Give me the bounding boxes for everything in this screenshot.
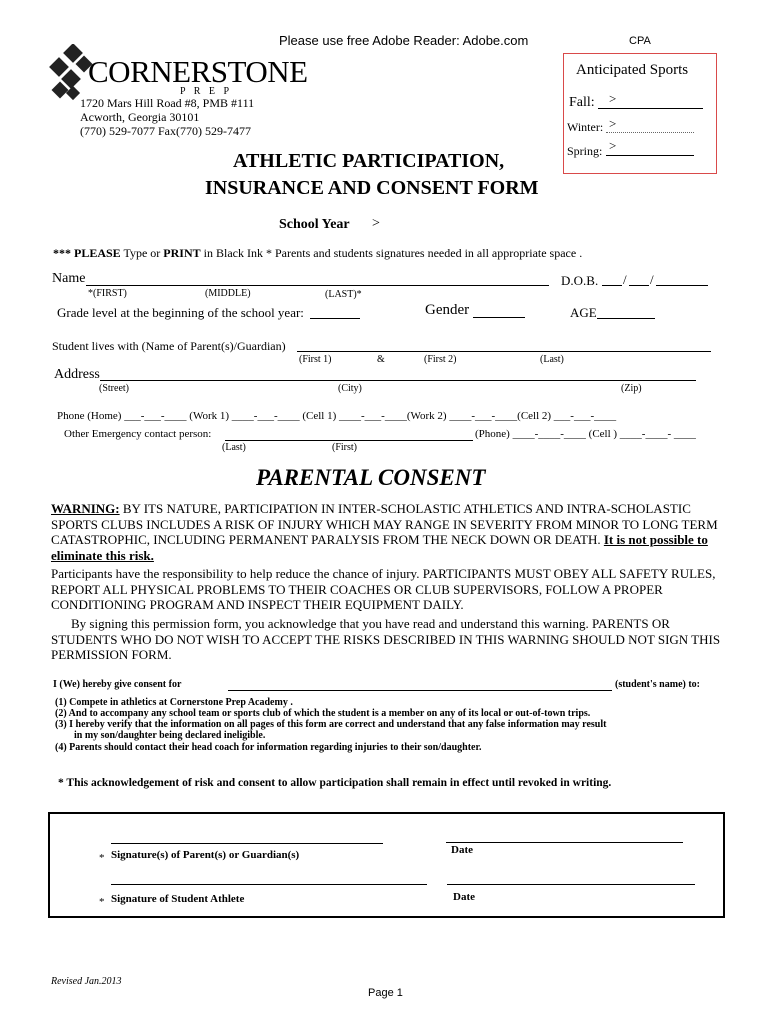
logo-sub: P R E P — [180, 86, 233, 97]
first-name-caption: *(FIRST) — [88, 288, 127, 299]
form-title-line-1: ATHLETIC PARTICIPATION, — [233, 150, 505, 172]
spring-label: Spring: — [567, 144, 603, 158]
student-signature-label: Signature of Student Athlete — [111, 893, 245, 905]
consent-item-4: (4) Parents should contact their head coach for information regarding injuries to their son/daughter. — [55, 742, 482, 753]
form-code: CPA — [629, 35, 651, 47]
dob-label: D.O.B. — [561, 273, 599, 288]
address-field[interactable] — [100, 380, 696, 381]
city-caption: (City) — [338, 383, 362, 394]
dob-year-field[interactable] — [656, 285, 708, 286]
spring-field[interactable]: > — [609, 138, 617, 153]
consent-item-3: (3) I hereby verify that the information on all pages of this form are correct and understand that any false information may result — [55, 719, 607, 730]
dob-day-field[interactable] — [629, 285, 649, 286]
form-title-line-2: INSURANCE AND CONSENT FORM — [205, 177, 539, 199]
parent-signature-label: Signature(s) of Parent(s) or Guardian(s) — [111, 849, 300, 861]
student-date-label: Date — [453, 891, 475, 903]
address-label: Address — [54, 367, 100, 382]
emergency-name-field[interactable] — [225, 440, 473, 441]
consent-item-1: (1) Compete in athletics at Cornerstone Prep Academy . — [55, 697, 293, 708]
parental-consent-title: PARENTAL CONSENT — [256, 465, 486, 490]
consent-for-label: I (We) hereby give consent for — [53, 679, 182, 690]
acknowledgement: * This acknowledgement of risk and consent to allow participation shall remain in effect until revoked in writing. — [58, 777, 612, 789]
consent-item-2: (2) And to accompany any school team or sports club of which the student is a member on any of its local or out-of-town trips. — [55, 708, 591, 719]
responsibility-paragraph: Participants have the responsibility to help reduce the chance of injury. PARTICIPANTS MUST OBEY ALL SAFETY RULES, REPORT ALL PHYSICAL PROBLEMS TO THEIR COACHES OR CLUB SUPERVISORS, FOLLOW A PROPER CONDITIONING PROGRAM AND INSPECT THEIR EQUIPMENT DAILY. — [51, 566, 716, 612]
emergency-phone-fields[interactable]: (Phone) ____-____-____ (Cell ) ____-____- ____ — [475, 428, 696, 440]
fall-field[interactable]: > — [609, 91, 617, 106]
gender-field[interactable] — [473, 317, 525, 318]
school-year-label: School Year — [279, 217, 350, 232]
parent-signature-field[interactable] — [111, 843, 383, 844]
logo-name: CORNERSTONE — [88, 54, 308, 89]
zip-caption: (Zip) — [621, 383, 642, 394]
school-year-field[interactable]: > — [372, 216, 380, 231]
age-label: AGE — [570, 305, 597, 320]
anticipated-sports-title: Anticipated Sports — [576, 62, 689, 78]
revised-date: Revised Jan.2013 — [51, 976, 122, 987]
dob-month-field[interactable] — [602, 285, 622, 286]
students-name-caption: (student's name) to: — [615, 679, 700, 690]
grade-field[interactable] — [310, 318, 360, 319]
fall-field-line — [598, 108, 703, 109]
winter-field[interactable]: > — [609, 116, 617, 131]
student-signature-field[interactable] — [111, 884, 427, 885]
address-line-1: 1720 Mars Hill Road #8, PMB #111 — [80, 96, 255, 110]
spring-field-line — [606, 155, 694, 156]
name-label: Name — [52, 271, 86, 286]
em-last-caption: (Last) — [222, 442, 246, 453]
address-line-3: (770) 529-7077 Fax(770) 529-7477 — [80, 124, 251, 138]
address-line-2: Acworth, Georgia 30101 — [80, 110, 200, 124]
student-name-field[interactable] — [228, 690, 612, 691]
name-field[interactable] — [86, 285, 549, 286]
winter-label: Winter: — [567, 120, 604, 134]
grade-label: Grade level at the beginning of the school year: — [57, 305, 304, 320]
emergency-label: Other Emergency contact person: — [64, 428, 212, 440]
age-field[interactable] — [597, 318, 655, 319]
winter-field-line — [606, 132, 694, 133]
student-date-field[interactable] — [447, 884, 695, 885]
amp-caption: & — [377, 354, 385, 365]
last2-caption: (Last) — [540, 354, 564, 365]
permission-paragraph: By signing this permission form, you acknowledge that you have read and understand this warning. PARENTS OR STUDENTS WHO DO NOT WISH TO ACCEPT THE RISKS DESCRIBED IN THIS WARNING SHOULD NOT SIGN THIS PERMISSION FORM. — [51, 616, 721, 662]
first1-caption: (First 1) — [299, 354, 332, 365]
phone-fields[interactable]: Phone (Home) ___-___-____ (Work 1) ____-___-____ (Cell 1) ____-___-____(Work 2) ____-___-____(Cell 2) ___-___-____ — [57, 410, 617, 422]
adobe-notice: Please use free Adobe Reader: Adobe.com — [279, 33, 529, 48]
first2-caption: (First 2) — [424, 354, 457, 365]
lives-with-label: Student lives with (Name of Parent(s)/Guardian) — [52, 339, 286, 353]
warning-paragraph: WARNING: BY ITS NATURE, PARTICIPATION IN INTER-SCHOLASTIC ATHLETICS AND INTRA-SCHOLASTIC SPORTS CLUBS INCLUDES A RISK OF INJURY WHICH MAY RANGE IN SEVERITY FROM MINOR TO LONG TERM CATASTROPHIC, INCLUDING PERMANENT PARALYSIS FROM THE NECK DOWN OR DEATH. It is not possible to eliminate this risk. — [51, 501, 718, 563]
fall-label: Fall: — [569, 95, 595, 110]
page-number: Page 1 — [368, 987, 403, 999]
street-caption: (Street) — [99, 383, 129, 394]
gender-label: Gender — [425, 302, 470, 318]
parent-date-field[interactable] — [446, 842, 683, 843]
consent-item-3b: in my son/daughter being declared ineligible. — [74, 730, 266, 741]
instructions: *** PLEASE Type or PRINT in Black Ink * Parents and students signatures needed in all appropriate space . — [53, 246, 583, 260]
guardian-name-field[interactable] — [297, 351, 711, 352]
em-first-caption: (First) — [332, 442, 357, 453]
last-name-caption: (LAST)* — [325, 289, 362, 300]
parent-date-label: Date — [451, 844, 473, 856]
middle-name-caption: (MIDDLE) — [205, 288, 251, 299]
